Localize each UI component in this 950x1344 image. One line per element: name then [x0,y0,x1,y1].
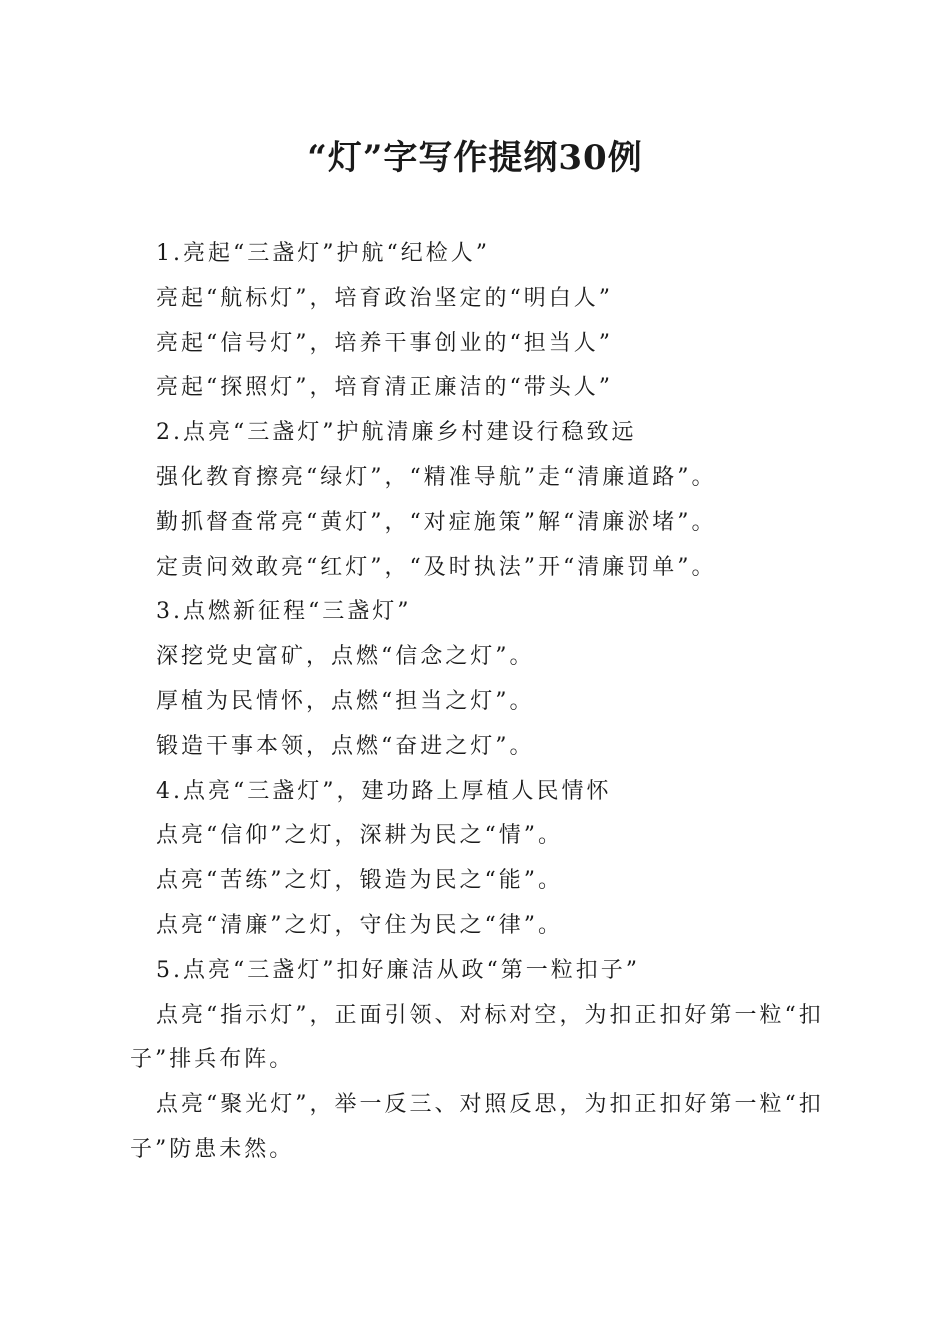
text-line: 点亮“清廉”之灯，守住为民之“律”。 [156,912,563,938]
text-line: 亮起“信号灯”，培养干事创业的“担当人” [156,330,613,356]
heading-4: 4.点亮“三盏灯”，建功路上厚植人民情怀 [156,778,612,804]
paragraph: 点亮“聚光灯”，举一反三、对照反思，为扣正扣好第一粒“扣子”防患未然。 [130,1092,824,1162]
text-line: 点亮“苦练”之灯，锻造为民之“能”。 [156,868,563,894]
text-line: 亮起“探照灯”，培育清正廉洁的“带头人” [156,375,613,401]
heading-3: 3.点燃新征程“三盏灯” [156,599,412,625]
text-line: 强化教育擦亮“绿灯”，“精准导航”走“清廉道路”。 [156,464,717,490]
heading-1: 1.亮起“三盏灯”护航“纪检人” [156,241,490,266]
text-line: 深挖党史富矿，点燃“信念之灯”。 [156,644,535,670]
document-body [130,232,830,1173]
text-line: 定责问效敢亮“红灯”，“及时执法”开“清廉罚单”。 [156,554,717,580]
paragraph: 点亮“指示灯”，正面引领、对标对空，为扣正扣好第一粒“扣子”排兵布阵。 [130,1002,824,1073]
document-title: “灯”字写作提纲30例 [307,138,643,178]
text-line: 厚植为民情怀，点燃“担当之灯”。 [156,688,535,714]
text-line: 点亮“信仰”之灯，深耕为民之“情”。 [156,823,563,849]
text-line: 锻造干事本领，点燃“奋进之灯”。 [156,733,535,759]
heading-5: 5.点亮“三盏灯”扣好廉洁从政“第一粒扣子” [156,957,640,983]
text-line: 勤抓督查常亮“黄灯”，“对症施策”解“清廉淤堵”。 [156,509,717,535]
heading-2: 2.点亮“三盏灯”护航清廉乡村建设行稳致远 [156,420,637,446]
text-line: 亮起“航标灯”，培育政治坚定的“明白人” [156,285,613,311]
